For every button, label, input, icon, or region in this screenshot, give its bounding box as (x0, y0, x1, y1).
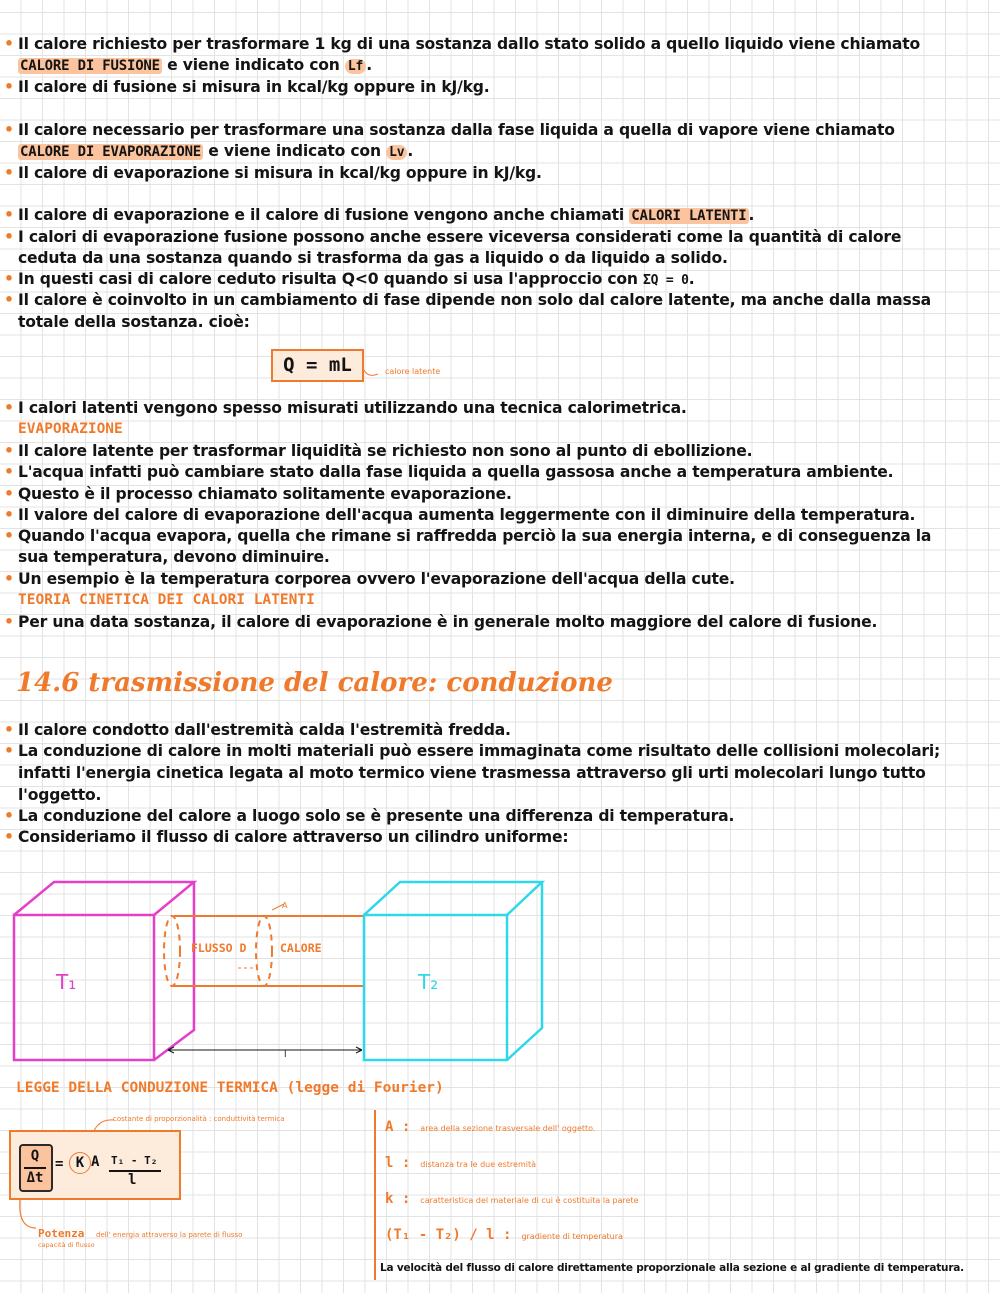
power-note: dell' energia attraverso la parete di flusso (96, 1231, 243, 1239)
formula-temp-diff: T₁ - T₂ (111, 1154, 158, 1167)
left-reservoir (14, 882, 194, 1060)
section-title: 14.6 trasmissione del calore: conduzione (16, 668, 613, 698)
conduction-diagram (0, 870, 560, 1070)
right-reservoir (364, 882, 542, 1060)
label-t1: T₁ (56, 970, 77, 994)
flux-label-left: FLUSSO D (191, 941, 247, 955)
length-label: l (284, 1050, 287, 1060)
definition-item: l : distanza tra le due estremità (385, 1155, 537, 1171)
flux-label-right: CALORE (280, 941, 322, 955)
fourier-title: LEGGE DELLA CONDUZIONE TERMICA (legge di Fourier) (16, 1080, 444, 1096)
length-arrow (168, 1047, 362, 1053)
power-label: Potenza (38, 1227, 85, 1240)
divider (374, 1110, 376, 1280)
formula-a: A (91, 1154, 100, 1170)
fourier-formula: Q Δt = K A T₁ - T₂ l (9, 1130, 181, 1200)
formula-note: calore latente (385, 367, 441, 376)
formula-k: K (69, 1152, 91, 1174)
subheading-evaporazione: EVAPORAZIONE (18, 421, 123, 437)
constant-note: costante di proporzionalità : conduttività termica (113, 1115, 285, 1123)
arrow-icon (362, 366, 382, 380)
power-sub: capacità di flusso (38, 1241, 95, 1249)
formula-numerator: Q (30, 1148, 40, 1164)
label-t2: T₂ (418, 970, 439, 994)
formula-denominator: Δt (26, 1170, 44, 1186)
latent-heat-formula: Q = mL (271, 349, 364, 382)
arrow-icon (14, 1198, 40, 1234)
area-label: A (282, 901, 288, 910)
definition-item: k : caratteristica del materiale di cui è costituita la parete (385, 1191, 639, 1207)
conclusion-text: La velocità del flusso di calore direttamente proporzionale alla sezione e al gradiente di temperatura. (380, 1262, 964, 1274)
subheading-teoria: TEORIA CINETICA DEI CALORI LATENTI (18, 592, 315, 608)
formula-l: l (128, 1172, 137, 1188)
definition-item: A : area della sezione trasversale dell' oggetto. (385, 1119, 596, 1135)
definition-item: (T₁ - T₂) / l : gradiente di temperatura (385, 1227, 623, 1243)
